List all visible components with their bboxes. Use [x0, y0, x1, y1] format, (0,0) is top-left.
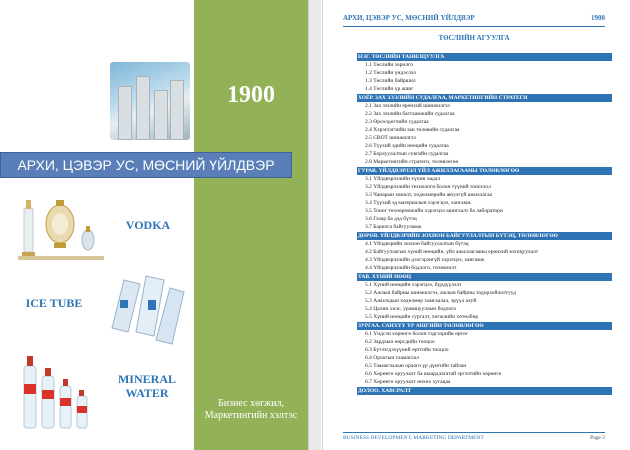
toc-section-heading[interactable]: ДОЛОО. ХАВСРАЛТ — [357, 387, 612, 395]
toc-item[interactable]: 4.2 Байгууллагын хүний нөөцийн, үйл ажиллагааны ерөнхий зохицуулалт — [365, 249, 539, 255]
toc-item[interactable]: 5.1 Хүний нөөцийн хэрэгцээ, бүрдүүлэлт — [365, 282, 462, 288]
toc-item[interactable]: 4.4 Үйлдвэрлэлийн бодлого, төлөвлөлт — [365, 265, 457, 271]
toc-item[interactable]: 6.4 Орлогын таамаглал — [365, 355, 419, 361]
mineral-water-label — [110, 372, 184, 400]
toc-section-heading[interactable]: ГУРАВ. ҮЙЛДВЭРЛЭЛ ҮЙЛ АЖИЛЛАГААНЫ ТӨЛӨВЛӨГӨӨ — [357, 167, 612, 175]
toc-item[interactable]: 6.7 Хөрөнгө оруулалт нөхөх хугацаа — [365, 379, 451, 385]
cover-title: АРХИ, ЦЭВЭР УС, МӨСНИЙ ҮЙЛДВЭР — [17, 157, 275, 173]
toc-item[interactable]: 3.2 Үйлдвэрлэлийн технологи болон түүний тоноглол — [365, 184, 491, 190]
ice-tube-label: ICE TUBE — [25, 296, 83, 310]
mineral-water-image — [20, 352, 100, 432]
toc-item[interactable]: 2.2 Зах зээлийн багтаамжийн судалгаа — [365, 111, 455, 117]
toc-item[interactable]: 4.1 Үйлдвэрийн зохион байгуулалтын бүтэц — [365, 241, 469, 247]
toc-list — [357, 52, 612, 395]
toc-item[interactable]: 6.2 Зардлын өөрсдийн тооцоо — [365, 339, 435, 345]
toc-item[interactable]: 3.4 Түүхий эд материалын хэрэгцээ, хангамж — [365, 200, 471, 206]
cover-title-band — [0, 152, 292, 178]
toc-item[interactable]: 6.3 Бүтээгдэхүүний өртгийн тооцоо — [365, 347, 449, 353]
header-title: АРХИ, ЦЭВЭР УС, МӨСНИЙ ҮЙЛДВЭР — [343, 14, 475, 22]
toc-page — [322, 0, 630, 450]
toc-item[interactable]: 2.5 СВОТ шинжилгээ — [365, 135, 416, 141]
page-footer — [343, 432, 605, 441]
department-caption-line2: Маркетингийн хэлтэс — [204, 410, 298, 421]
cover-year: 1900 — [227, 82, 275, 108]
toc-item[interactable]: 5.2 Ажлын байрны шинжилгээ, ажлын байрны тодорхойлолтууд — [365, 290, 516, 296]
department-caption — [194, 398, 308, 422]
footer-department: BUSINESS DEVELOPMENT, MARKETING DEPARTMENT — [343, 435, 484, 441]
toc-item[interactable]: 3.7 Барилга байгууламж — [365, 224, 422, 230]
toc-item[interactable]: 1.4 Төслийн үр ашиг — [365, 86, 414, 92]
toc-title: ТӨСЛИЙН АГУУЛГА — [438, 34, 510, 42]
ice-tube-image — [106, 270, 188, 346]
header-number: 1900 — [591, 14, 605, 22]
toc-item[interactable]: 5.3 Ажилчдын хөдөлмөр хамгаалал, эрүүл ахуй — [365, 298, 477, 304]
toc-item[interactable]: 5.4 Цалин хөлс, урамшууллын бодлого — [365, 306, 457, 312]
toc-item[interactable]: 1.3 Төслийн байршил — [365, 78, 416, 84]
toc-item[interactable]: 3.5 Тоног төхөөрөмжийн хэрэгцээ ашиглалт ба лаборатори — [365, 208, 503, 214]
page-gap — [309, 0, 321, 450]
toc-item[interactable]: 3.3 Чанарын хяналт, хөдөлмөрийн аюулгүй ажиллагаа — [365, 192, 492, 198]
toc-item[interactable]: 1.1 Төслийн зорилго — [365, 62, 413, 68]
page-header — [343, 14, 605, 27]
toc-item[interactable]: 6.5 Таамаглалын орлого үр дүнгийн тайлан — [365, 363, 467, 369]
toc-section-heading[interactable]: ХОЁР. ЗАХ ЗЭЭЛИЙН СУДАЛГАА, МАРКЕТИНГИЙН СТРАТЕГИ — [357, 94, 612, 102]
vodka-image — [18, 190, 104, 262]
toc-item[interactable]: 2.1 Зах зээлийн ерөнхий шинжилгээ — [365, 103, 450, 109]
toc-item[interactable]: 3.6 Газар ба дэд бүтэц — [365, 216, 417, 222]
toc-item[interactable]: 2.6 Түүхий эдийн нөөцийн судалгаа — [365, 143, 449, 149]
toc-section-heading[interactable]: ДӨРӨВ. ҮЙЛДВЭРИЙН ЗОХИОН БАЙГУУЛАЛТЫН БҮТЭЦ, ТӨЛӨВЛӨГӨӨ — [357, 232, 612, 240]
factory-image — [110, 62, 190, 140]
toc-item[interactable]: 2.8 Маркетингийн стратеги, төлөвлөгөө — [365, 159, 459, 165]
cover-page — [0, 0, 309, 450]
toc-item[interactable]: 6.1 Үндсэн хөрөнгө болон тэдгээрийн өртөг — [365, 331, 468, 337]
vodka-label: VODKA — [125, 218, 171, 232]
toc-item[interactable]: 1.2 Төслийн үндэслэл — [365, 70, 416, 76]
footer-page-number: Page 2 — [590, 435, 605, 441]
mineral-water-label-line2: WATER — [125, 386, 169, 400]
toc-item[interactable]: 2.4 Хэрэглэгчийн зан төлөвийн судалгаа — [365, 127, 460, 133]
toc-section-heading[interactable]: ТАВ. ХҮНИЙ НӨӨЦ — [357, 273, 612, 281]
toc-item[interactable]: 5.5 Хүний нөөцийн сургалт, хөгжлийн хөтөлбөр — [365, 314, 479, 320]
department-caption-line1: Бизнес хөгжил, — [218, 398, 284, 409]
toc-item[interactable]: 4.3 Үйлдвэрлэлийн дэлгэрэнгүй хэрэгцээ, хангамж — [365, 257, 485, 263]
toc-section-heading[interactable]: НЭГ. ТӨСЛИЙН ТАНИЛЦУУЛГА — [357, 53, 612, 61]
mineral-water-label-line1: MINERAL — [117, 372, 176, 386]
toc-item[interactable]: 3.1 Үйлдвэрлэлийн хүчин чадал — [365, 176, 441, 182]
toc-item[interactable]: 6.6 Хөрөнгө оруулалт ба шаардлагатай эргэлтийн хөрөнгө — [365, 371, 502, 377]
green-column — [194, 0, 308, 450]
toc-section-heading[interactable]: ЗУРГАА. САНХҮҮ ҮР АШГИЙН ТӨЛӨВЛӨГӨӨ — [357, 322, 612, 330]
toc-item[interactable]: 2.3 Өрсөлдөгчийн судалгаа — [365, 119, 429, 125]
toc-item[interactable]: 2.7 Борлуулалтын сувгийн судалгаа — [365, 151, 449, 157]
